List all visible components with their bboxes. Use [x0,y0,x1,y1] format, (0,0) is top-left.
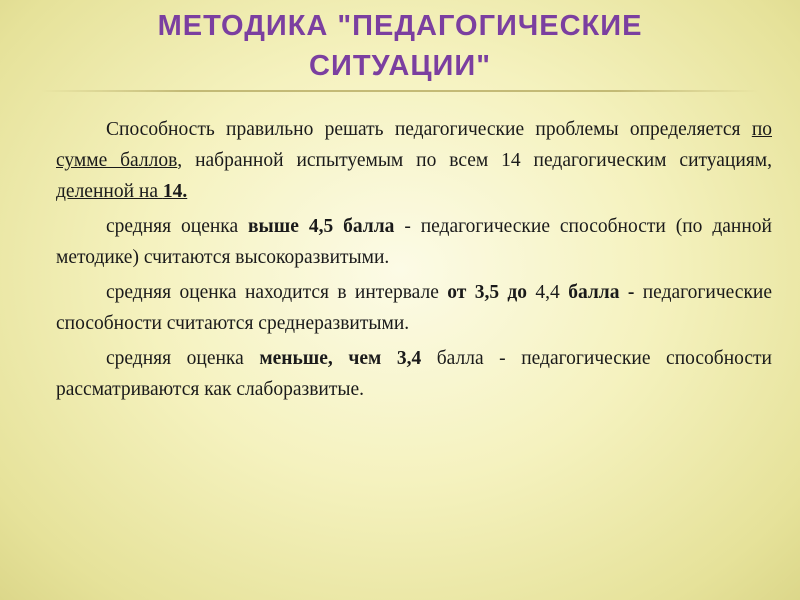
paragraph-high-level [56,211,772,273]
p1-underlined-14: 14. [162,181,188,202]
paragraph-medium-level [56,277,772,339]
p1-underlined-divided: деленной на [56,181,163,202]
p4-text-2: балла - педагогические способности рассматриваются как слаборазвитые. [56,348,772,400]
slide-body [56,114,772,409]
title-line-2: СИТУАЦИИ" [309,50,491,82]
p3-text-3: педагогические способности считаются среднеразвитыми. [56,282,773,334]
p4-text-1: средняя оценка [106,348,260,369]
paragraph-low-level [56,343,772,405]
p3-bold-dash: - [627,282,635,303]
p1-text-1: Способность правильно решать педагогические проблемы определяется [106,119,752,140]
p1-underlined-sum: по сумме баллов [56,119,772,171]
p1-text-2: , набранной испытуемым по всем 14 педагогическим ситуациям, [177,150,772,171]
p4-bold-threshold: меньше, чем 3,4 [259,348,422,369]
paragraph-definition [56,114,772,207]
p3-bold-range: от 3,5 до [447,282,528,303]
p2-text-2: - педагогические способности (по данной методике) считаются высокоразвитыми. [56,216,772,268]
p3-bold-points: балла [568,282,620,303]
p3-text-1: средняя оценка находится в интервале [106,282,448,303]
p3-text-2: 4,4 [527,282,569,303]
slide-title [40,6,760,86]
title-line-1: МЕТОДИКА "ПЕДАГОГИЧЕСКИЕ [157,10,643,42]
p2-bold-threshold: выше 4,5 балла [248,216,395,237]
title-divider [40,90,760,92]
p2-text-1: средняя оценка [106,216,249,237]
